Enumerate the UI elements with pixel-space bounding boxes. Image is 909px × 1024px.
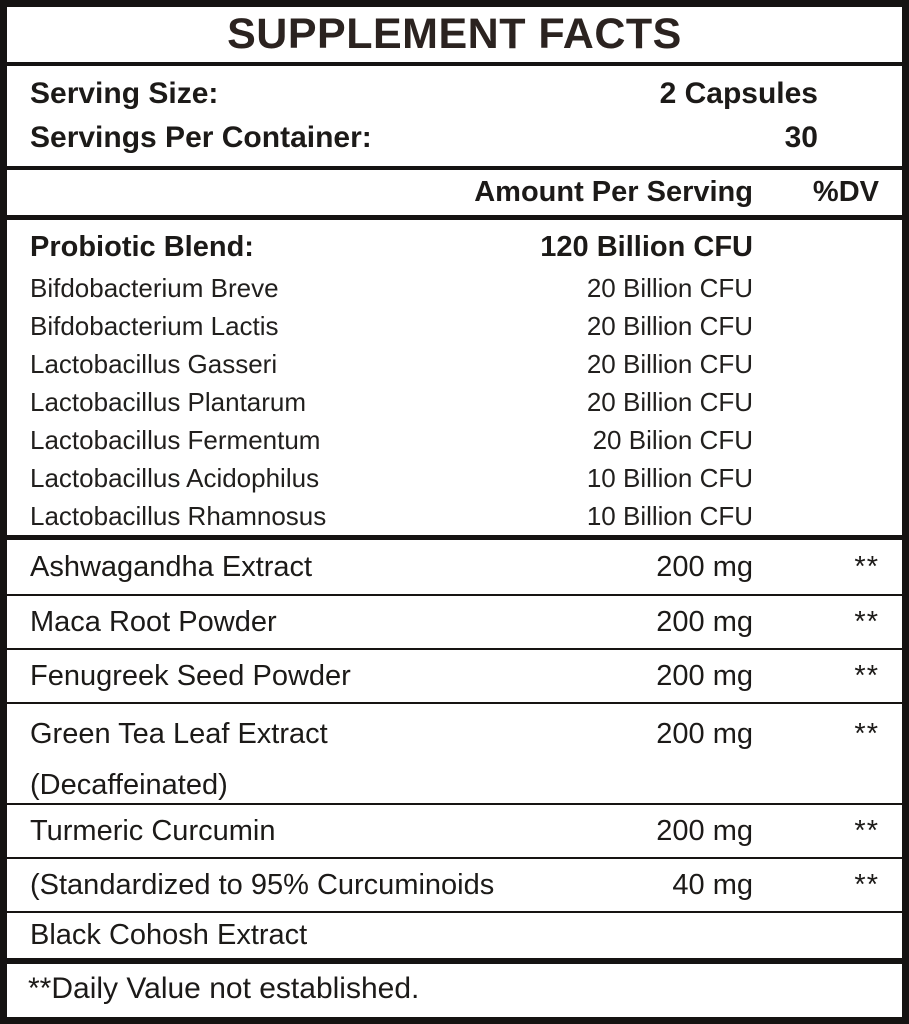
- probiotic-blend-section: [7, 220, 902, 540]
- ingredient-dv: **: [854, 605, 879, 638]
- serving-info-section: [7, 66, 902, 170]
- column-header-row: [7, 170, 902, 220]
- ingredient-name: Black Cohosh Extract: [30, 919, 308, 951]
- table-row: [7, 307, 902, 345]
- strain-amount: 20 Billion CFU: [586, 272, 753, 303]
- table-row: [7, 596, 902, 650]
- serving-size-row: [30, 73, 818, 115]
- probiotic-blend-amount: 120 Billion CFU: [540, 230, 753, 263]
- percent-dv-header: %DV: [812, 176, 879, 208]
- strain-name: Lactobacillus Plantarum: [30, 386, 307, 417]
- ingredient-amount: 200 mg: [656, 550, 753, 583]
- servings-per-container-row: [30, 117, 818, 159]
- strain-name: Lactobacillus Fermentum: [30, 424, 321, 455]
- ingredient-name: (Standardized to 95% Curcuminoids: [30, 868, 495, 901]
- strain-amount: 20 Billion CFU: [586, 348, 753, 379]
- table-row: [7, 345, 902, 383]
- table-row: [7, 269, 902, 307]
- ingredient-dv: **: [854, 718, 879, 750]
- title-section: [7, 7, 902, 66]
- table-row: [7, 805, 902, 859]
- table-row: [7, 650, 902, 704]
- ingredients-section: [7, 540, 902, 958]
- strain-amount: 20 Bilion CFU: [592, 424, 753, 455]
- serving-size-value: 2 Capsules: [659, 77, 818, 110]
- ingredient-name: Turmeric Curcumin: [30, 814, 276, 847]
- ingredient-amount: 200 mg: [656, 659, 753, 692]
- strain-name: Lactobacillus Gasseri: [30, 348, 278, 379]
- page-title: SUPPLEMENT FACTS: [227, 10, 682, 58]
- strain-amount: 20 Billion CFU: [586, 386, 753, 417]
- table-row: [7, 704, 902, 805]
- probiotic-blend-name: Probiotic Blend:: [30, 230, 254, 263]
- amount-per-serving-header: Amount Per Serving: [474, 176, 753, 208]
- ingredient-name: Ashwagandha Extract: [30, 550, 313, 583]
- table-row: [7, 497, 902, 535]
- table-row: [7, 421, 902, 459]
- strain-name: Bifdobacterium Lactis: [30, 310, 279, 341]
- daily-value-footnote: **Daily Value not established.: [28, 971, 420, 1005]
- strain-amount: 10 Billion CFU: [586, 462, 753, 493]
- footnote-row: [7, 958, 902, 1017]
- ingredient-name-line2: (Decaffeinated): [30, 769, 228, 801]
- table-row: [7, 540, 902, 596]
- ingredient-dv: **: [854, 814, 879, 847]
- ingredient-name-line1: Green Tea Leaf Extract: [30, 718, 328, 750]
- table-row: [7, 459, 902, 497]
- ingredient-amount: 200 mg: [656, 718, 753, 750]
- ingredient-name: Maca Root Powder: [30, 605, 277, 638]
- strain-amount: 20 Billion CFU: [586, 310, 753, 341]
- ingredient-name: [30, 715, 503, 804]
- servings-per-container-value: 30: [784, 121, 818, 154]
- ingredient-dv: **: [854, 659, 879, 692]
- table-row: [7, 859, 902, 913]
- table-row: [7, 383, 902, 421]
- strain-name: Lactobacillus Acidophilus: [30, 462, 320, 493]
- probiotic-blend-header-row: [7, 225, 902, 269]
- ingredient-dv: **: [854, 550, 879, 583]
- strain-name: Bifdobacterium Breve: [30, 272, 279, 303]
- ingredient-amount: 200 mg: [656, 814, 753, 847]
- servings-per-container-label: Servings Per Container:: [30, 121, 372, 154]
- ingredient-dv: **: [854, 868, 879, 901]
- strain-name: Lactobacillus Rhamnosus: [30, 500, 327, 531]
- table-row: [7, 913, 902, 958]
- ingredient-amount: 200 mg: [656, 605, 753, 638]
- ingredient-amount: 40 mg: [672, 868, 753, 901]
- strain-amount: 10 Billion CFU: [586, 500, 753, 531]
- serving-size-label: Serving Size:: [30, 77, 219, 110]
- ingredient-name: Fenugreek Seed Powder: [30, 659, 351, 692]
